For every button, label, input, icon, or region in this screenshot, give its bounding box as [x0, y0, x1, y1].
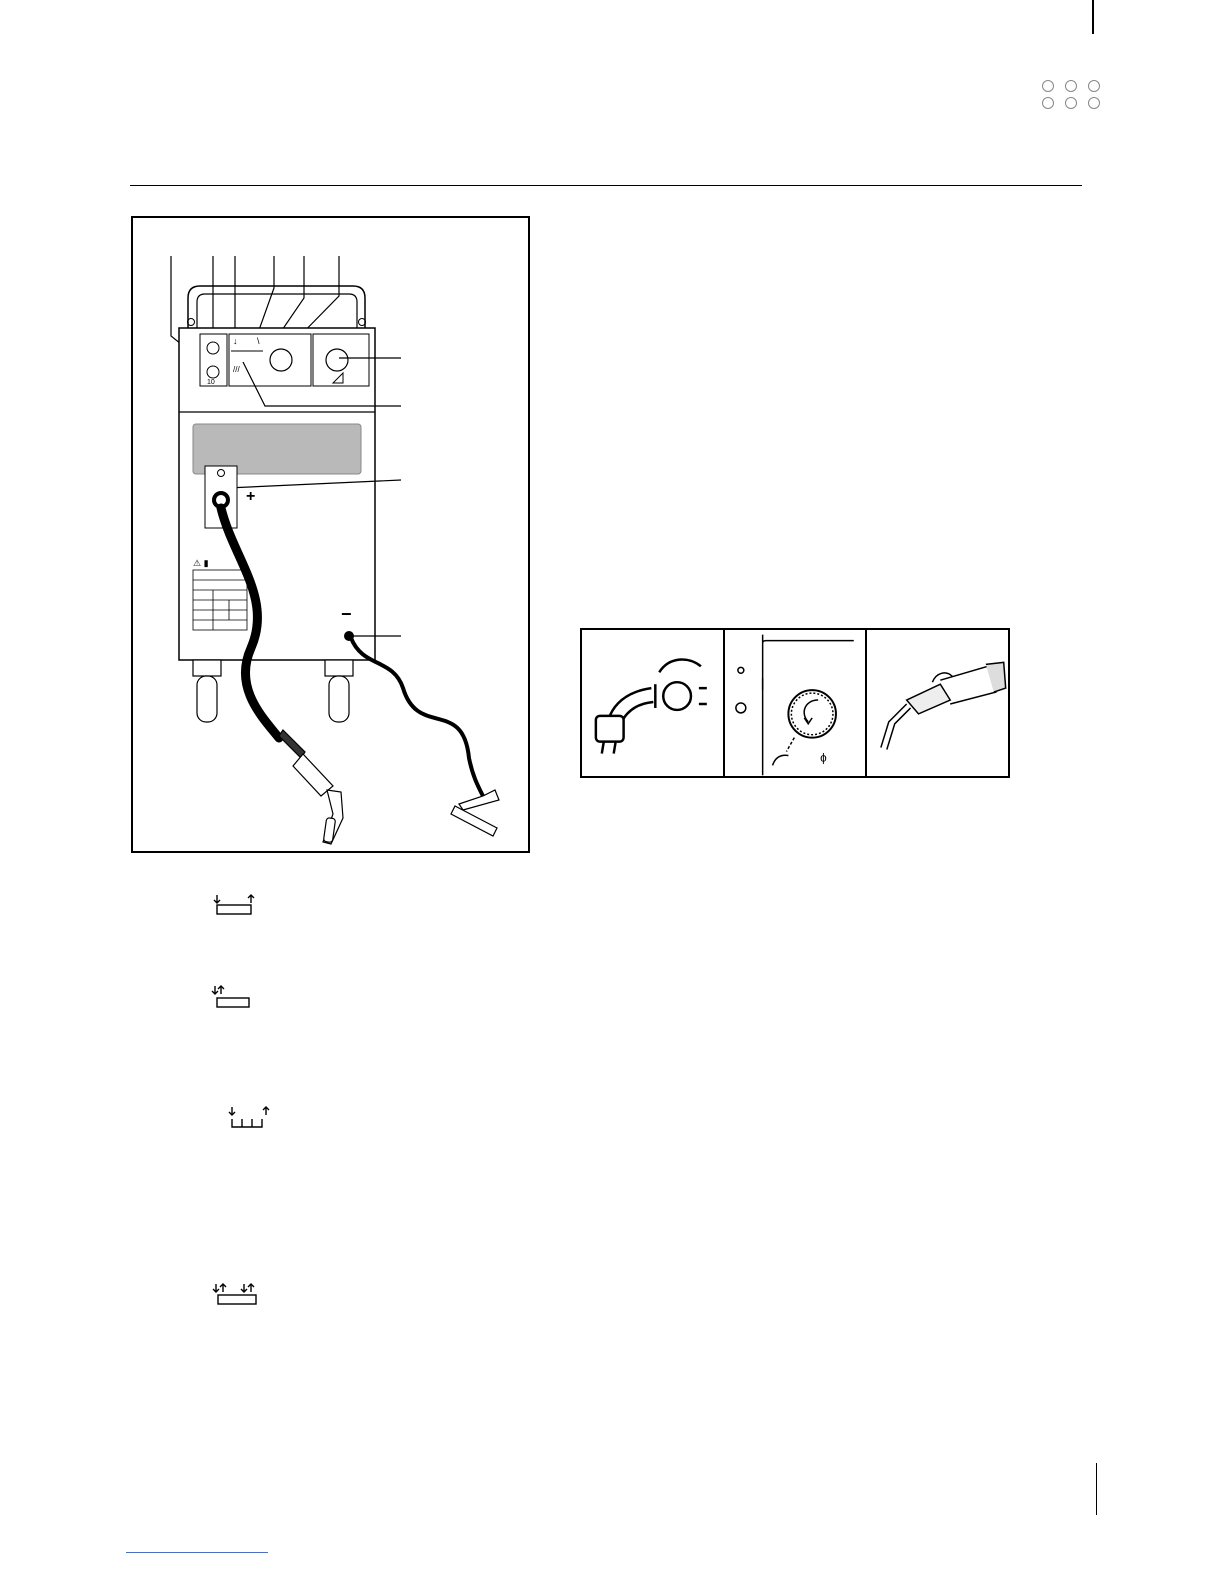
step-torch-nozzle — [865, 630, 1008, 776]
svg-text:10: 10 — [207, 379, 215, 386]
mode-4-stroke-special-icon — [212, 1282, 272, 1308]
voltage-panel — [313, 334, 369, 386]
earth-clamp — [451, 790, 499, 836]
mode-spot-welding-icon — [228, 1105, 288, 1131]
torch-nozzle-icon — [867, 630, 1008, 776]
connect-plug-icon — [582, 630, 723, 776]
svg-text:⚠ ▮: ⚠ ▮ — [193, 558, 209, 568]
welding-machine-figure — [131, 216, 530, 853]
footer-tick-mark — [1096, 1463, 1097, 1515]
welding-torch — [279, 730, 343, 844]
setup-step-strip — [580, 628, 1010, 778]
mode-4-stroke-icon — [211, 984, 271, 1010]
svg-text:///: /// — [233, 365, 240, 374]
welding-machine-drawing — [133, 218, 528, 851]
header-rule — [130, 185, 1082, 186]
svg-text:↓: ↓ — [233, 336, 238, 346]
wheels — [193, 660, 353, 722]
footer-link-underline[interactable] — [126, 1552, 268, 1553]
polarity-plus-label: + — [246, 488, 256, 505]
header-tick-mark — [1092, 0, 1094, 34]
step-connect-plug — [582, 630, 723, 776]
earth-cable — [351, 638, 485, 800]
svg-text:\: \ — [257, 336, 260, 346]
brand-dots-icon — [1040, 78, 1104, 112]
mode-2-stroke-icon — [213, 893, 273, 919]
svg-text:ɸ: ɸ — [819, 750, 827, 765]
step-wire-feed — [723, 630, 866, 776]
polarity-minus-label: − — [341, 604, 352, 624]
wire-feed-knob-icon — [725, 630, 866, 776]
